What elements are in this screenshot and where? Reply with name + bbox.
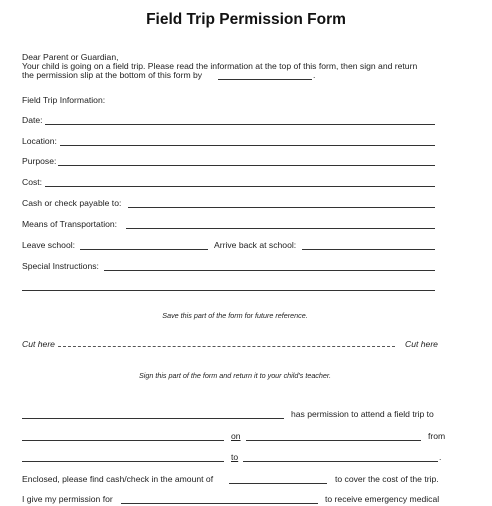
period-text: .: [439, 452, 442, 462]
special-instructions-line-1[interactable]: [104, 270, 435, 271]
from-time-line[interactable]: [22, 461, 224, 462]
on-text: on: [231, 431, 241, 441]
form-title: Field Trip Permission Form: [146, 11, 346, 28]
date-line[interactable]: [45, 124, 435, 125]
cost-label: Cost:: [22, 177, 43, 187]
cut-here-right: Cut here: [405, 339, 438, 349]
permission-name-line[interactable]: [121, 503, 318, 504]
greeting: Dear Parent or Guardian,: [22, 52, 119, 62]
arrive-back-label: Arrive back at school:: [214, 240, 297, 250]
field-trip-info-header: Field Trip Information:: [22, 95, 106, 105]
destination-line[interactable]: [22, 440, 224, 441]
cover-cost-text: to cover the cost of the trip.: [335, 474, 439, 484]
purpose-line[interactable]: [58, 165, 435, 166]
trip-date-line[interactable]: [246, 440, 421, 441]
enclosed-text: Enclosed, please find cash/check in the amount of: [22, 474, 214, 484]
give-permission-text: I give my permission for: [22, 494, 113, 504]
intro-line-2: the permission slip at the bottom of this form by: [22, 70, 203, 80]
to-time-line[interactable]: [243, 461, 438, 462]
cut-here-left: Cut here: [22, 339, 55, 349]
return-by-date-line[interactable]: [218, 79, 312, 80]
from-text: from: [428, 431, 446, 441]
emergency-medical-text: to receive emergency medical: [325, 494, 440, 504]
payable-label: Cash or check payable to:: [22, 198, 122, 208]
purpose-label: Purpose:: [22, 156, 57, 166]
special-instructions-line-2[interactable]: [22, 290, 435, 291]
intro-line-2-end: .: [313, 70, 316, 80]
amount-line[interactable]: [229, 483, 327, 484]
to-text: to: [231, 452, 239, 462]
student-name-line[interactable]: [22, 418, 284, 419]
intro-line-1: Your child is going on a field trip. Please read the information at the top of this form, then sign and return: [22, 61, 418, 71]
arrive-back-line[interactable]: [302, 249, 435, 250]
cut-dashed-line: [58, 346, 395, 347]
save-note: Save this part of the form for future reference.: [162, 311, 308, 320]
cost-line[interactable]: [45, 186, 435, 187]
special-instructions-label: Special Instructions:: [22, 261, 99, 271]
leave-school-line[interactable]: [80, 249, 208, 250]
has-permission-text: has permission to attend a field trip to: [291, 409, 434, 419]
transport-line[interactable]: [126, 228, 435, 229]
leave-school-label: Leave school:: [22, 240, 76, 250]
payable-line[interactable]: [128, 207, 435, 208]
location-label: Location:: [22, 136, 57, 146]
sign-note: Sign this part of the form and return it to your child's teacher.: [138, 371, 332, 380]
date-label: Date:: [22, 115, 43, 125]
transport-label: Means of Transportation:: [22, 219, 118, 229]
location-line[interactable]: [60, 145, 435, 146]
